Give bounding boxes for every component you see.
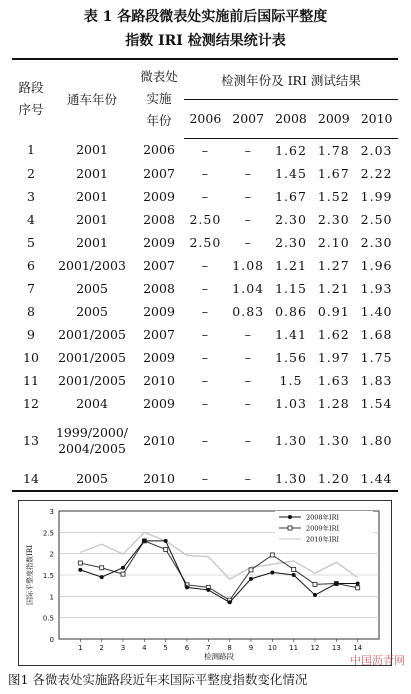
table-cell: 2.30 bbox=[360, 234, 393, 250]
table-cell: 0.91 bbox=[317, 303, 350, 319]
table-row bbox=[12, 467, 398, 491]
table-cell: – bbox=[244, 188, 252, 204]
table-cell: – bbox=[184, 467, 227, 491]
table-cell: 2.03 bbox=[360, 142, 393, 158]
legend-marker bbox=[288, 515, 292, 519]
data-point bbox=[334, 582, 338, 586]
col-header-group: 检测年份及 IRI 测试结果 bbox=[184, 59, 398, 100]
table-cell: 1.21 bbox=[317, 280, 350, 296]
table-cell: – bbox=[201, 303, 210, 319]
y-tick-label: 3 bbox=[49, 508, 54, 516]
table-cell: 1.08 bbox=[232, 257, 265, 273]
table-cell: – bbox=[244, 142, 252, 158]
data-point bbox=[78, 561, 82, 565]
table-cell: 1.30 bbox=[270, 467, 313, 491]
data-point bbox=[206, 588, 210, 592]
table-cell: 2008 bbox=[143, 280, 175, 296]
table-cell: 1.03 bbox=[275, 395, 307, 411]
x-tick-label: 12 bbox=[310, 644, 320, 652]
data-point bbox=[292, 567, 296, 571]
table-cell: 2005 bbox=[50, 467, 134, 491]
x-tick-label: 10 bbox=[267, 644, 277, 652]
col-header-year-2009: 2009 bbox=[312, 100, 355, 138]
table-cell: 1.63 bbox=[317, 372, 350, 388]
table-cell: 1.83 bbox=[360, 372, 393, 388]
data-point bbox=[313, 582, 317, 586]
legend-label-3: 2010年IRI bbox=[306, 535, 340, 544]
y-axis-label: 国际平整度指数IRI bbox=[26, 545, 34, 605]
table-cell: – bbox=[244, 349, 252, 365]
table-cell: – bbox=[244, 432, 252, 448]
table-cell: 1.40 bbox=[360, 303, 393, 319]
table-cell: 2.50 bbox=[189, 234, 222, 250]
col-header-open-year: 通车年份 bbox=[50, 59, 134, 138]
table-cell: 2.10 bbox=[317, 234, 350, 250]
y-tick-label: 2.5 bbox=[42, 529, 54, 538]
table-cell: – bbox=[244, 165, 252, 181]
table-cell: 2007 bbox=[143, 257, 175, 273]
table-cell: 2001/2005 bbox=[58, 372, 126, 388]
table-cell: 1.75 bbox=[360, 349, 393, 365]
table-cell: 1.97 bbox=[317, 349, 350, 365]
table-cell: 2006 bbox=[143, 142, 175, 158]
legend-label-1: 2008年IRI bbox=[306, 513, 340, 522]
data-point bbox=[270, 553, 274, 557]
table-cell: 2010 bbox=[134, 467, 184, 491]
col-header-micro-year: 微表处 实施 年份 bbox=[134, 59, 184, 138]
table-cell: 1.68 bbox=[360, 326, 393, 342]
table-row bbox=[12, 208, 398, 231]
table-row bbox=[12, 415, 398, 467]
table-cell: 2008 bbox=[143, 211, 175, 227]
table-cell: 9 bbox=[27, 326, 35, 342]
table-row bbox=[12, 346, 398, 369]
table-cell: – bbox=[201, 257, 210, 273]
table-cell: – bbox=[201, 142, 210, 158]
table-cell: 1.56 bbox=[275, 349, 307, 365]
x-tick-label: 11 bbox=[289, 644, 299, 652]
table-cell: 1.93 bbox=[360, 280, 393, 296]
data-point bbox=[249, 577, 253, 581]
table-cell: 2001 bbox=[76, 142, 108, 158]
table-cell: 2001/2003 bbox=[58, 257, 126, 273]
x-tick-label: 9 bbox=[248, 644, 254, 652]
table-cell: 1.99 bbox=[360, 188, 393, 204]
table-cell: 2.30 bbox=[275, 234, 307, 250]
table-cell: 2010 bbox=[143, 432, 175, 448]
y-tick-label: 2 bbox=[49, 550, 54, 559]
table-cell: 1.54 bbox=[360, 395, 393, 411]
table-cell: 1.27 bbox=[317, 257, 350, 273]
x-tick-label: 13 bbox=[331, 644, 341, 652]
table-cell: 2009 bbox=[143, 395, 175, 411]
data-point bbox=[100, 566, 104, 570]
table-cell: – bbox=[201, 326, 210, 342]
table-cell: – bbox=[201, 188, 210, 204]
col-header-year-2008: 2008 bbox=[270, 100, 313, 138]
table-cell: – bbox=[244, 211, 252, 227]
table-cell: 1.62 bbox=[275, 142, 307, 158]
table-cell: – bbox=[201, 372, 210, 388]
data-point bbox=[356, 582, 360, 586]
table-title-line-1: 表 1 各路段微表处实施前后国际平整度 bbox=[83, 9, 328, 25]
table-cell: 2005 bbox=[76, 303, 108, 319]
col-header-year-2010: 2010 bbox=[355, 100, 398, 138]
x-tick-label: 3 bbox=[120, 644, 126, 652]
table-row bbox=[12, 162, 398, 185]
data-point bbox=[100, 575, 104, 579]
legend-label-2: 2009年IRI bbox=[306, 524, 340, 533]
x-tick-label: 1 bbox=[78, 644, 83, 652]
y-tick-label: 1.5 bbox=[42, 572, 54, 580]
data-point bbox=[313, 593, 317, 597]
table-cell: 14 bbox=[12, 467, 50, 491]
table-cell: 3 bbox=[27, 188, 35, 204]
table-cell: 2.50 bbox=[189, 211, 222, 227]
y-tick-label: 0 bbox=[49, 636, 54, 644]
table-cell: 1.45 bbox=[275, 165, 307, 181]
table-cell: 2004 bbox=[76, 395, 108, 411]
data-point bbox=[249, 568, 253, 572]
iri-table bbox=[12, 58, 398, 492]
table-cell: 1.20 bbox=[312, 467, 355, 491]
x-tick-label: 7 bbox=[206, 644, 211, 652]
table-row bbox=[12, 277, 398, 300]
table-cell: 1.52 bbox=[317, 188, 350, 204]
table-cell: 1.21 bbox=[275, 257, 307, 273]
table-cell: 2005 bbox=[76, 280, 108, 296]
watermark: 中国沥青网 bbox=[350, 654, 405, 667]
table-cell: 6 bbox=[27, 257, 35, 273]
table-cell: 2009 bbox=[143, 303, 175, 319]
table-cell: 10 bbox=[23, 349, 39, 365]
data-point bbox=[78, 568, 82, 572]
x-tick-label: 5 bbox=[163, 644, 168, 652]
table-cell: 7 bbox=[27, 280, 35, 296]
table-cell: 1.04 bbox=[232, 280, 265, 296]
table-cell: 2009 bbox=[143, 188, 175, 204]
x-tick-label: 14 bbox=[353, 644, 363, 652]
table-cell: 1.5 bbox=[279, 372, 303, 388]
table-cell: 1 bbox=[27, 142, 35, 158]
table-cell: 1.78 bbox=[317, 142, 350, 158]
table-cell: 2 bbox=[27, 165, 35, 181]
y-tick-label: 1 bbox=[49, 593, 54, 602]
table-cell: 0.86 bbox=[275, 303, 307, 319]
iri-line-chart bbox=[19, 501, 391, 665]
col-header-year-2007: 2007 bbox=[227, 100, 270, 138]
table-cell: 2010 bbox=[143, 372, 175, 388]
table-row bbox=[12, 392, 398, 415]
table-row bbox=[12, 231, 398, 254]
table-cell: 2007 bbox=[143, 165, 175, 181]
table-row bbox=[12, 138, 398, 162]
table-cell: 1.41 bbox=[275, 326, 307, 342]
table-cell: – bbox=[201, 432, 210, 448]
table-cell: 1.30 bbox=[317, 432, 350, 448]
table-cell: 2001 bbox=[76, 188, 108, 204]
table-row bbox=[12, 254, 398, 277]
table-cell: 2.22 bbox=[360, 165, 393, 181]
figure-caption: 图1 各微表处实施路段近年来国际平整度指数变化情况 bbox=[8, 672, 308, 687]
table-title-line-2: 指数 IRI 检测结果统计表 bbox=[125, 33, 286, 49]
table-cell: 1.28 bbox=[317, 395, 350, 411]
table-cell: 13 bbox=[23, 432, 39, 448]
x-tick-label: 4 bbox=[142, 644, 147, 652]
table-cell: 1.80 bbox=[360, 432, 393, 448]
table-cell: 2.30 bbox=[317, 211, 350, 227]
table-cell: – bbox=[201, 349, 210, 365]
data-point bbox=[164, 547, 168, 551]
y-tick-label: 0.5 bbox=[42, 614, 54, 623]
col-header-segment: 路段 序号 bbox=[12, 59, 50, 138]
table-cell: 0.83 bbox=[232, 303, 265, 319]
table-cell: 1.62 bbox=[317, 326, 350, 342]
table-cell: 1.15 bbox=[275, 280, 307, 296]
x-tick-label: 2 bbox=[99, 644, 104, 652]
data-point bbox=[164, 539, 168, 543]
data-point bbox=[228, 600, 232, 604]
table-row bbox=[12, 185, 398, 208]
table-cell: 2001/2005 bbox=[58, 326, 126, 342]
data-point bbox=[185, 585, 189, 589]
data-point bbox=[356, 586, 360, 590]
table-cell: 1.67 bbox=[275, 188, 307, 204]
table-cell: 2.30 bbox=[275, 211, 307, 227]
table-cell: 4 bbox=[27, 211, 35, 227]
table-cell: 8 bbox=[27, 303, 35, 319]
data-point bbox=[142, 539, 146, 543]
table-cell: – bbox=[244, 395, 252, 411]
x-tick-label: 6 bbox=[184, 644, 190, 652]
x-tick-label: 8 bbox=[227, 644, 232, 652]
table-cell: 2001 bbox=[76, 234, 108, 250]
table-cell: – bbox=[244, 326, 252, 342]
col-header-year-2006: 2006 bbox=[184, 100, 227, 138]
table-cell: – bbox=[227, 467, 270, 491]
table-body bbox=[12, 138, 398, 491]
table-cell: 2.50 bbox=[360, 211, 393, 227]
table-cell: 2009 bbox=[143, 349, 175, 365]
table-row bbox=[12, 300, 398, 323]
table-row bbox=[12, 323, 398, 346]
table-cell: 11 bbox=[23, 372, 39, 388]
table-cell: 1.30 bbox=[275, 432, 307, 448]
data-point bbox=[270, 570, 274, 574]
table-cell: 2001/2005 bbox=[58, 349, 126, 365]
table-cell: 2001 bbox=[76, 165, 108, 181]
data-point bbox=[292, 573, 296, 577]
table-cell: – bbox=[201, 165, 210, 181]
table-cell: 1.67 bbox=[317, 165, 350, 181]
table-cell: 5 bbox=[27, 234, 35, 250]
table-cell: 2009 bbox=[143, 234, 175, 250]
table-row bbox=[12, 369, 398, 392]
table-cell: 1.96 bbox=[360, 257, 393, 273]
legend-marker bbox=[288, 526, 292, 530]
table-cell: – bbox=[201, 395, 210, 411]
table-cell: 2001 bbox=[76, 211, 108, 227]
iri-chart-frame bbox=[18, 500, 392, 666]
table-cell: 12 bbox=[23, 395, 39, 411]
table-cell: 2007 bbox=[143, 326, 175, 342]
table-cell: 1999/2000/ 2004/2005 bbox=[55, 424, 129, 456]
table-cell: – bbox=[201, 280, 210, 296]
x-axis-label: 检测路段 bbox=[204, 652, 234, 661]
table-cell: 1.44 bbox=[355, 467, 398, 491]
data-point bbox=[121, 572, 125, 576]
table-cell: – bbox=[244, 234, 252, 250]
data-point bbox=[121, 566, 125, 570]
table-cell: – bbox=[244, 372, 252, 388]
